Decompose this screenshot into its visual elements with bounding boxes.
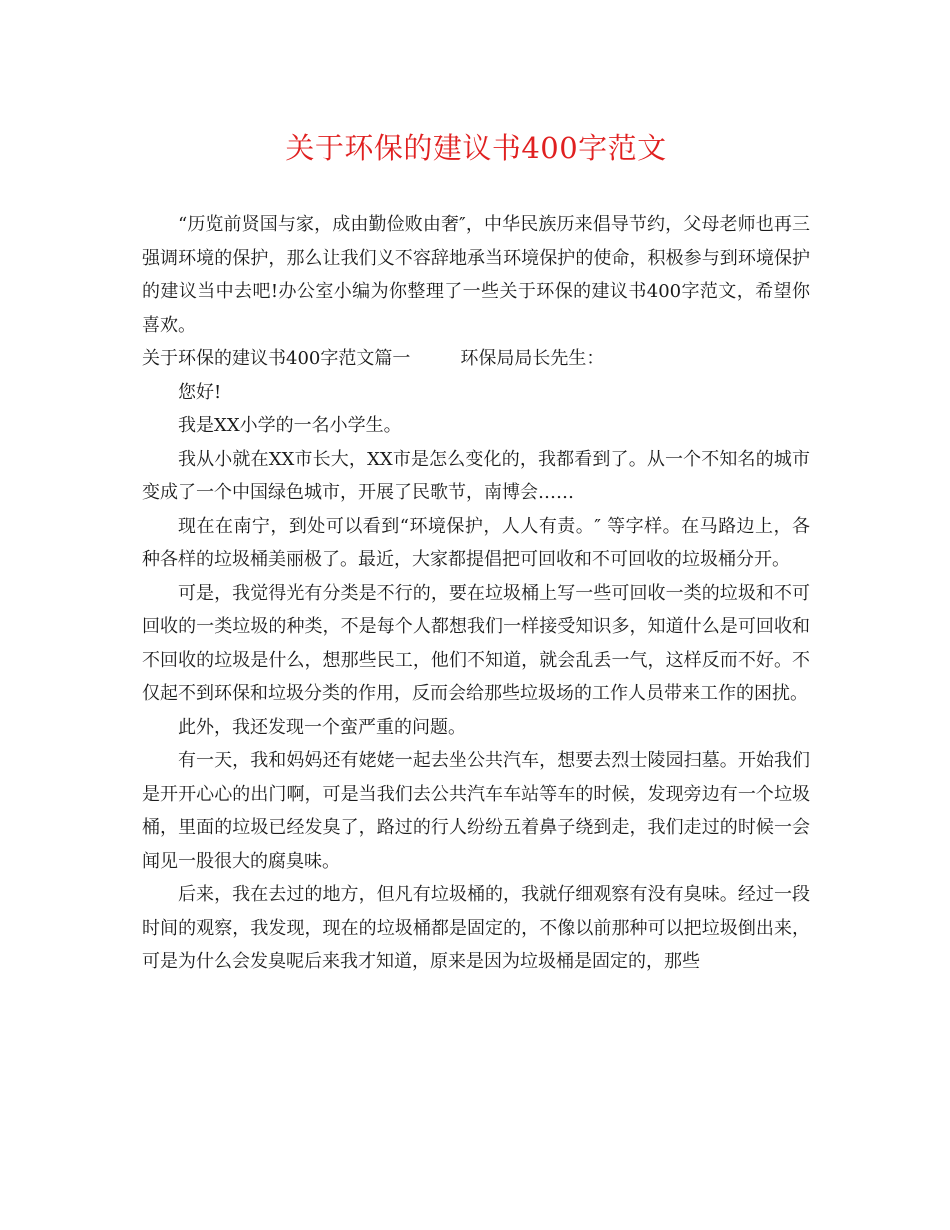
body-paragraph: 此外，我还发现一个蛮严重的问题。	[178, 716, 466, 738]
body-paragraph: 我从小就在XX市长大，XX市是怎么变化的，我都看到了。从一个不知名的城市变成了一个中国绿色城市，开展了民歌节，南博会……	[142, 448, 810, 503]
body-paragraph: 后来，我在去过的地方，但凡有垃圾桶的，我就仔细观察有没有臭味。经过一段时间的观察，我发现，现在的垃圾桶都是固定的，不像以前那种可以把垃圾倒出来，可是为什么会发臭呢后来我才知道，原来是因为垃圾桶是固定的，那些	[142, 884, 810, 972]
document-title: 关于环保的建议书400字范文	[285, 131, 667, 165]
document-body	[142, 208, 810, 979]
body-paragraph: 您好!	[178, 381, 222, 403]
body-paragraph: 我是XX小学的一名小学生。	[178, 415, 402, 436]
section-heading: 关于环保的建议书400字范文篇一	[142, 348, 411, 369]
intro-paragraph: “历览前贤国与家，成由勤俭败由奢″，中华民族历来倡导节约，父母老师也再三强调环境的保护，那么让我们义不容辞地承当环境保护的使命，积极参与到环境保护的建议当中去吧!办公室小编为你整理了一些关于环保的建议书400字范文，希望你喜欢。	[142, 214, 810, 336]
body-paragraph: 可是，我觉得光有分类是不行的，要在垃圾桶上写一些可回收一类的垃圾和不可回收的一类垃圾的种类，不是每个人都想我们一样接受知识多，知道什么是可回收和不回收的垃圾是什么，想那些民工，他们不知道，就会乱丢一气，这样反而不好。不仅起不到环保和垃圾分类的作用，反而会给那些垃圾场的工作人员带来工作的困扰。	[142, 582, 810, 704]
addressee: 环保局局长先生：	[460, 348, 605, 369]
section-heading-line	[142, 342, 810, 376]
body-paragraph: 现在在南宁，到处可以看到“环境保护，人人有责。″ 等字样。在马路边上，各种各样的垃圾桶美丽极了。最近，大家都提倡把可回收和不可回收的垃圾桶分开。	[142, 515, 810, 570]
body-paragraph: 有一天，我和妈妈还有姥姥一起去坐公共汽车，想要去烈士陵园扫墓。开始我们是开开心心的出门啊，可是当我们去公共汽车车站等车的时候，发现旁边有一个垃圾桶，里面的垃圾已经发臭了，路过的行人纷纷五着鼻子绕到走，我们走过的时候一会闻见一股很大的腐臭味。	[142, 750, 810, 872]
